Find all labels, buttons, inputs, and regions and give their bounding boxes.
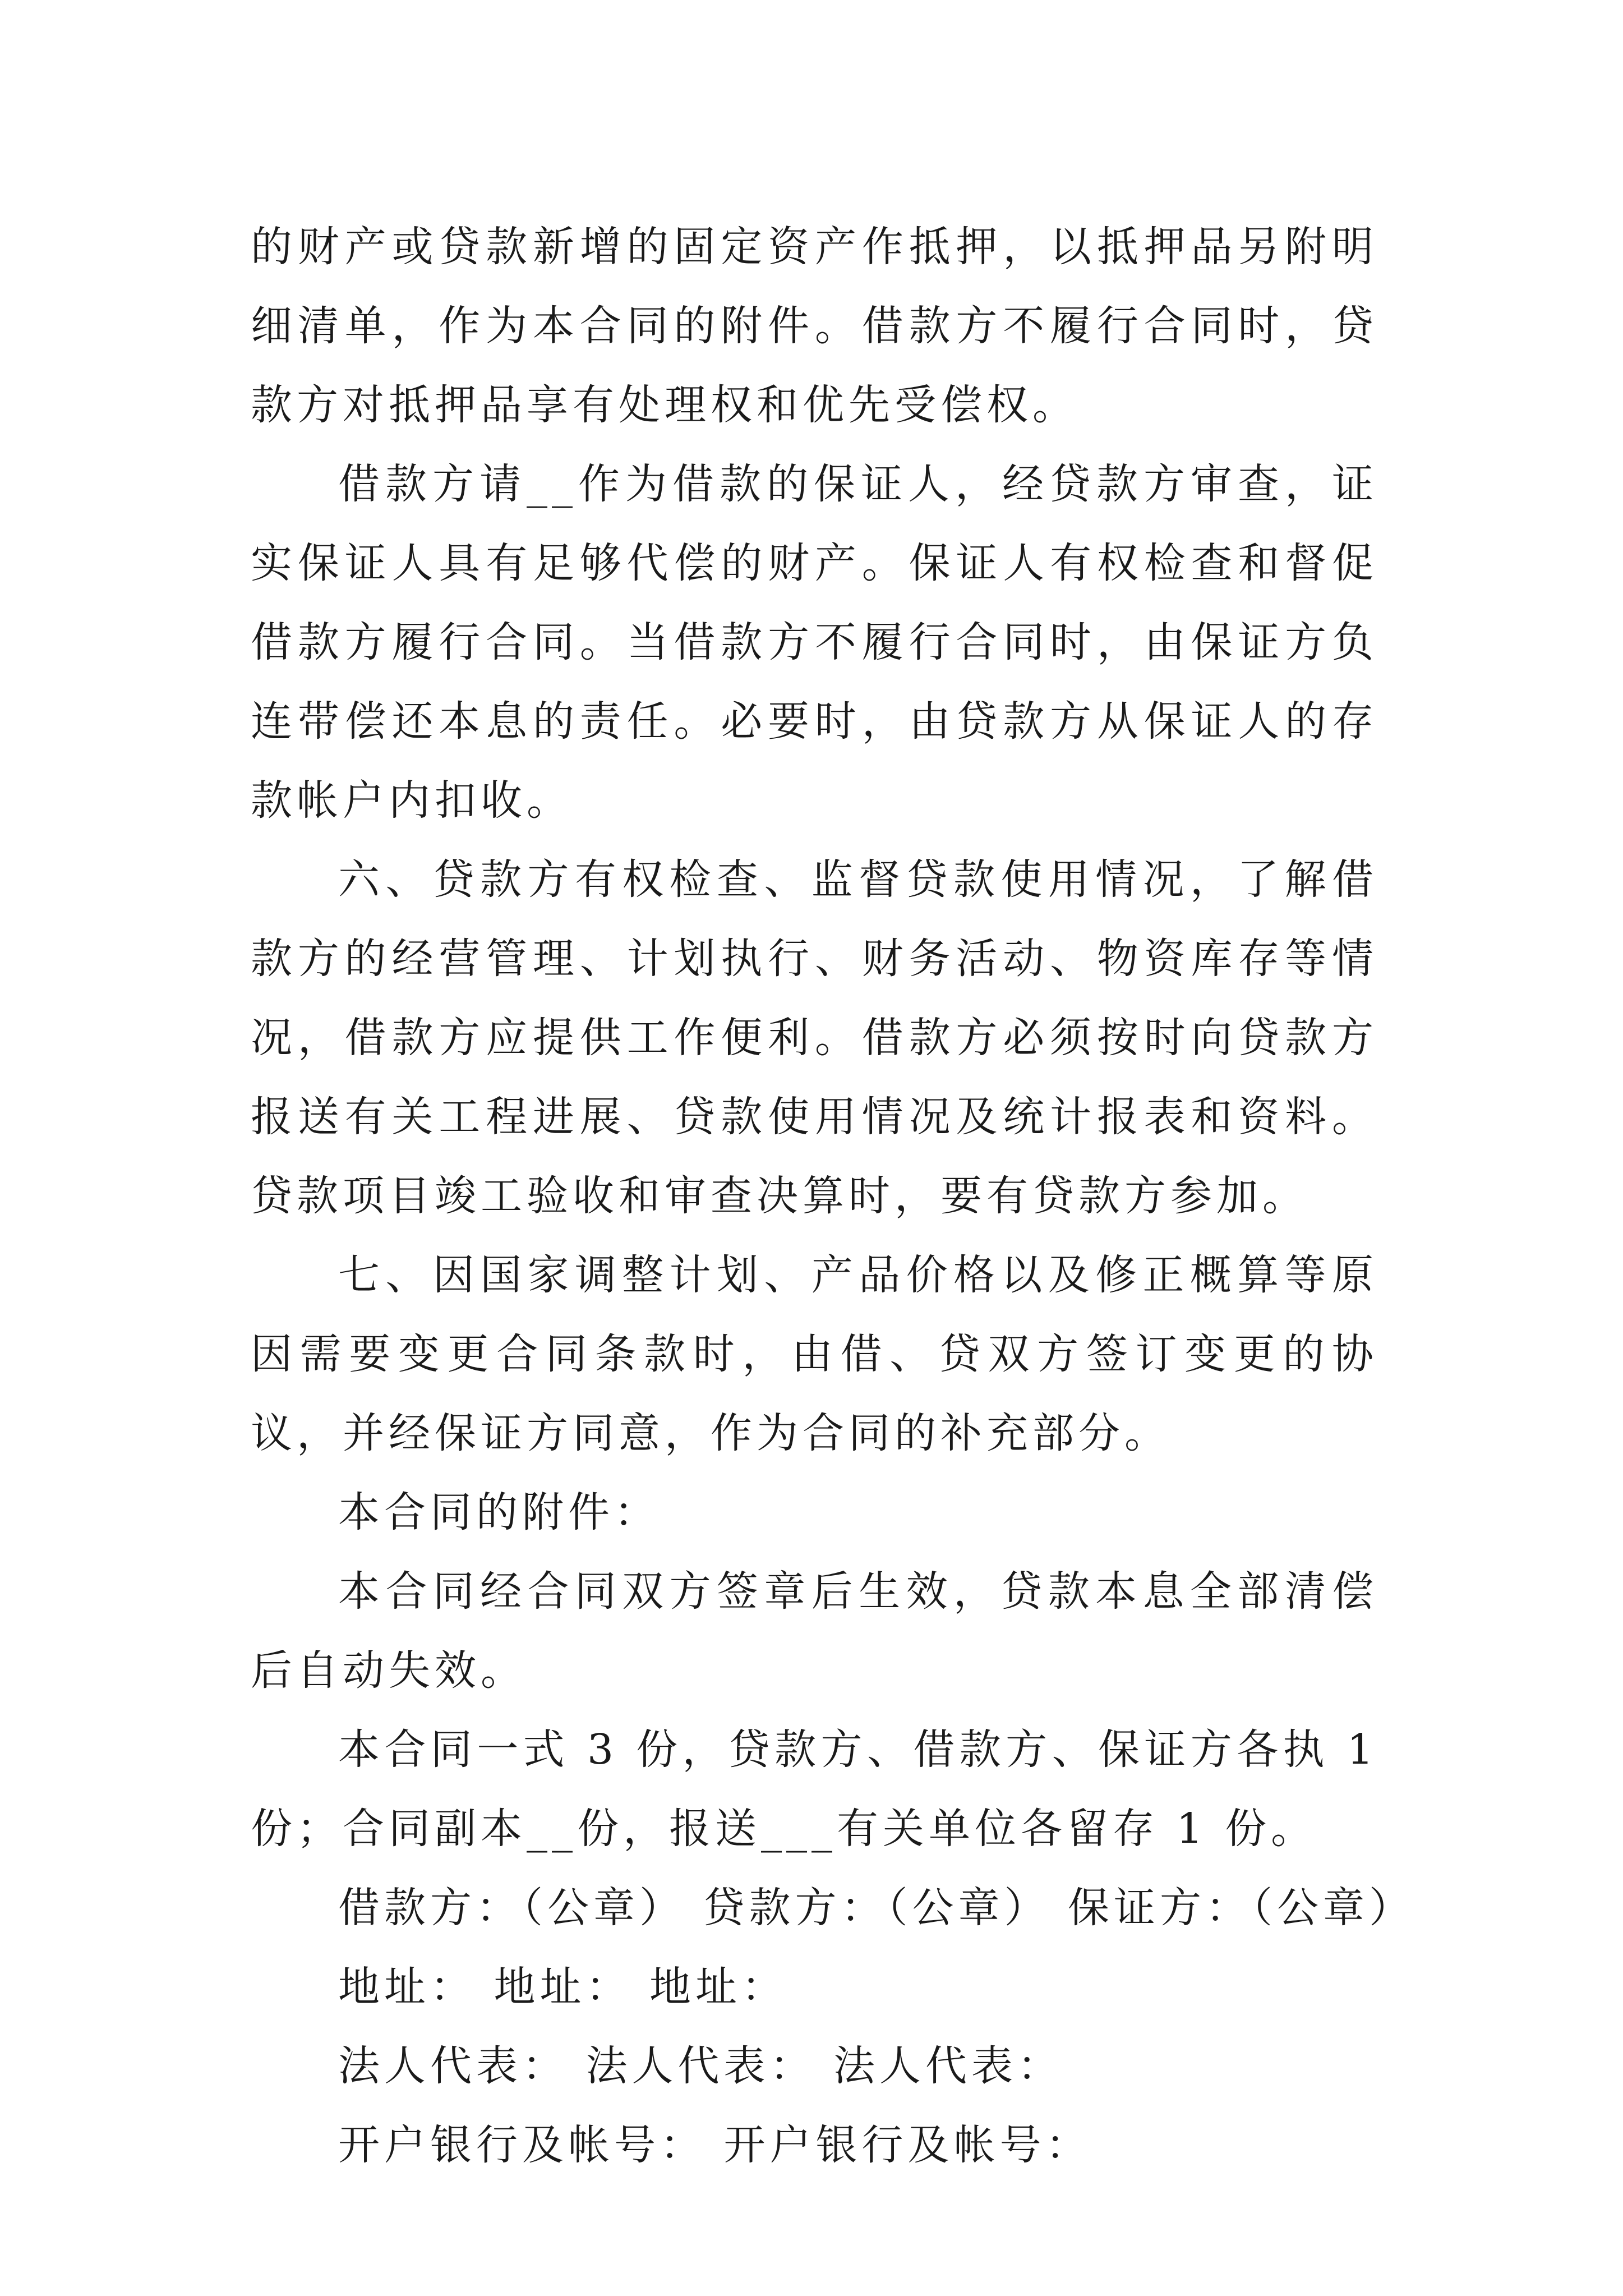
paragraph-collateral: 的财产或贷款新增的固定资产作抵押，以抵押品另附明细清单，作为本合同的附件。借款方不履行合同时，贷款方对抵押品享有处理权和优先受偿权。: [251, 223, 1378, 429]
paragraph-clause-6: 六、贷款方有权检查、监督贷款使用情况，了解借款方的经营管理、计划执行、财务活动、物资库存等情况，借款方应提供工作便利。借款方必须按时向贷款方报送有关工程进展、贷款使用情况及统计报表和资料。贷款项目竣工验收和审查决算时，要有贷款方参加。: [251, 855, 1378, 1220]
paragraph-guarantor: 借款方请__作为借款的保证人，经贷款方审查，证实保证人具有足够代偿的财产。保证人有权检查和督促借款方履行合同。当借款方不履行合同时，由保证方负连带偿还本息的责任。必要时，由贷款方从保证人的存款帐户内扣收。: [251, 460, 1378, 825]
contract-body: [251, 208, 1415, 2185]
signature-address-line: 地址： 地址： 地址：: [338, 1963, 788, 2011]
paragraph-effective: 本合同经合同双方签章后生效，贷款本息全部清偿后自动失效。: [251, 1567, 1378, 1695]
paragraph-clause-7: 七、因国家调整计划、产品价格以及修正概算等原因需要变更合同条款时，由借、贷双方签订变更的协议，并经保证方同意，作为合同的补充部分。: [251, 1251, 1378, 1457]
signature-bank-line: 开户银行及帐号： 开户银行及帐号：: [338, 2121, 1092, 2169]
paragraph-attachments: 本合同的附件：: [338, 1488, 660, 1536]
signature-legal-rep-line: 法人代表： 法人代表： 法人代表：: [338, 2042, 1064, 2090]
signature-seals-line: 借款方：（公章） 贷款方：（公章） 保证方：（公章）: [338, 1884, 1415, 1932]
paragraph-copies: 本合同一式 3 份，贷款方、借款方、保证方各执 1 份；合同副本__份，报送___有关单位各留存 1 份。: [251, 1726, 1378, 1853]
